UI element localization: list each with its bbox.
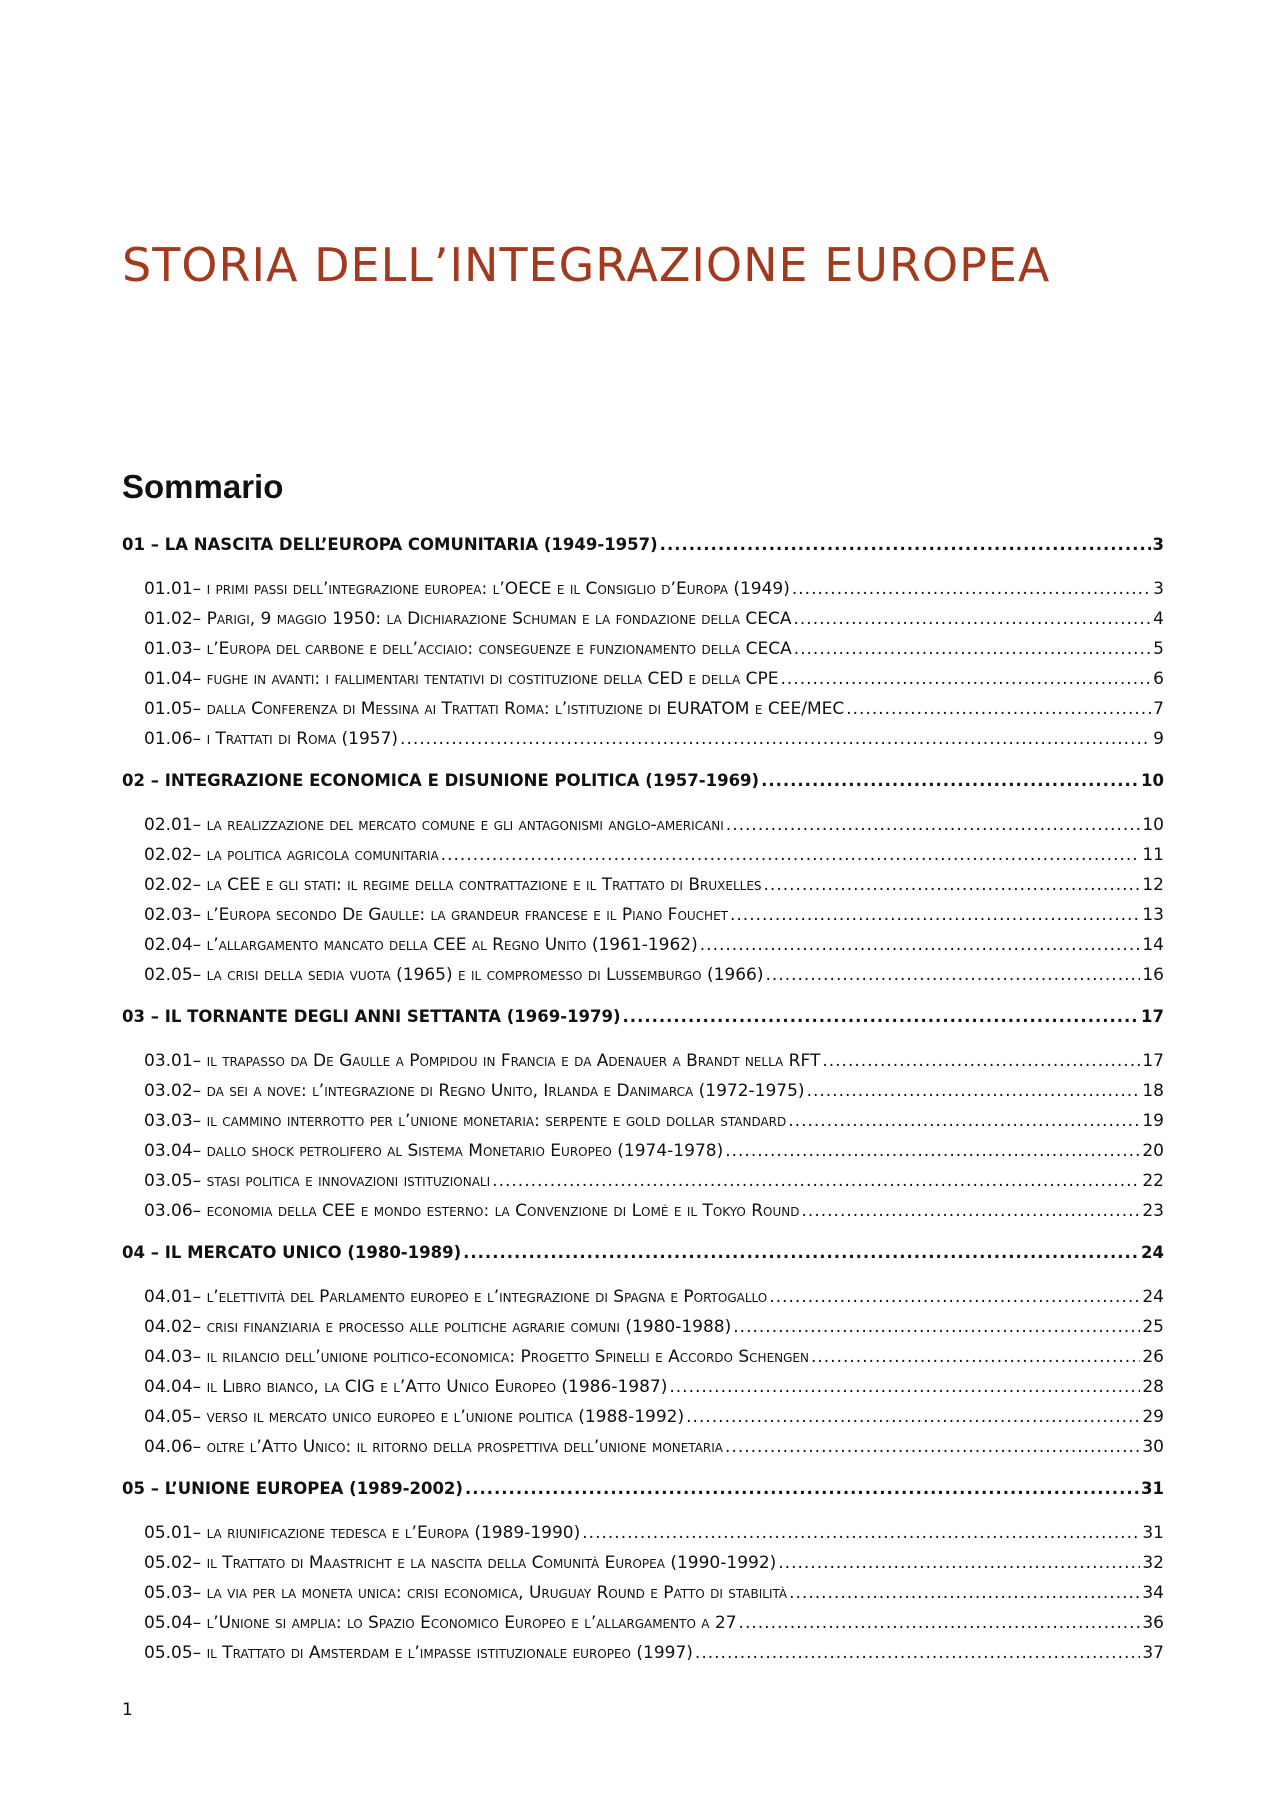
toc-leader-dots	[582, 1518, 1140, 1548]
toc-section-title: – l’Europa del carbone e dell’acciaio: conseguenze e funzionamento della CECA	[192, 639, 792, 659]
toc-section-page: 17	[1142, 1051, 1164, 1071]
toc-heading: Sommario	[122, 468, 284, 505]
toc-section-number: 01.06	[144, 729, 193, 749]
toc-leader-dots	[802, 1196, 1141, 1226]
toc-section-number: 03.02	[144, 1081, 193, 1101]
toc-leader-dots	[725, 1136, 1140, 1166]
toc-leader-dots	[761, 766, 1139, 796]
toc-section-title: – la realizzazione del mercato comune e gli antagonismi anglo-americani	[192, 815, 724, 835]
toc-section-page: 14	[1142, 935, 1164, 955]
toc-section-title: – dallo shock petrolifero al Sistema Monetario Europeo (1974-1978)	[192, 1141, 724, 1161]
toc-section-title: – il rilancio dell’unione politico-economica: Progetto Spinelli e Accordo Schengen	[192, 1347, 809, 1367]
toc-section-entry[interactable]	[122, 900, 1164, 930]
toc-section-page: 3	[1153, 579, 1164, 599]
toc-section-title: – l’Europa secondo De Gaulle: la grandeur francese e il Piano Fouchet	[192, 905, 728, 925]
toc-chapter-entry[interactable]	[122, 1002, 1164, 1032]
toc-leader-dots	[669, 1372, 1140, 1402]
toc-chapter	[122, 766, 1164, 1002]
toc-section-number: 01.02	[144, 609, 193, 629]
toc-section-entry[interactable]	[122, 1136, 1164, 1166]
toc-leader-dots	[811, 1342, 1140, 1372]
toc-leader-dots	[788, 1106, 1140, 1136]
toc-section-title: – crisi finanziaria e processo alle politiche agrarie comuni (1980-1988)	[192, 1317, 732, 1337]
toc-section-page: 25	[1142, 1317, 1164, 1337]
toc-section-number: 04.05	[144, 1407, 193, 1427]
toc-chapter	[122, 1474, 1164, 1680]
toc-section-number: 03.05	[144, 1171, 193, 1191]
toc-section-entry[interactable]	[122, 1342, 1164, 1372]
toc-section-page: 13	[1142, 905, 1164, 925]
toc-chapter-entry[interactable]	[122, 1474, 1164, 1504]
toc-section-number: 02.05	[144, 965, 193, 985]
toc-section-page: 9	[1153, 729, 1164, 749]
toc-section-entry[interactable]	[122, 604, 1164, 634]
toc-chapter	[122, 1002, 1164, 1238]
toc-leader-dots	[700, 930, 1141, 960]
toc-section-number: 04.03	[144, 1347, 193, 1367]
toc-leader-dots	[441, 840, 1141, 870]
toc-section-title: – la riunificazione tedesca e l’Europa (1989-1990)	[192, 1523, 581, 1543]
toc-chapter-page: 17	[1141, 1007, 1164, 1026]
toc-section-number: 05.05	[144, 1643, 193, 1663]
toc-chapter-entry[interactable]	[122, 766, 1164, 796]
toc-section-entry[interactable]	[122, 664, 1164, 694]
toc-section-title: – il Trattato di Maastricht e la nascita della Comunità Europea (1990-1992)	[192, 1553, 777, 1573]
toc-section-entry[interactable]	[122, 634, 1164, 664]
toc-chapter-label: 05 – L’UNIONE EUROPEA (1989-2002)	[122, 1479, 463, 1498]
toc-section-entry[interactable]	[122, 1166, 1164, 1196]
toc-chapter-page: 10	[1141, 771, 1164, 790]
table-of-contents	[122, 530, 1164, 1680]
page-number: 1	[122, 1700, 133, 1720]
toc-leader-dots	[794, 634, 1151, 664]
toc-section-title: – verso il mercato unico europeo e l’unione politica (1988-1992)	[192, 1407, 685, 1427]
toc-leader-dots	[764, 870, 1141, 900]
toc-section-page: 30	[1142, 1437, 1164, 1457]
toc-section-number: 04.01	[144, 1287, 193, 1307]
toc-leader-dots	[789, 1578, 1140, 1608]
toc-section-number: 04.06	[144, 1437, 193, 1457]
toc-section-number: 03.04	[144, 1141, 193, 1161]
chapter-spacer	[122, 1668, 1164, 1680]
toc-section-number: 01.05	[144, 699, 193, 719]
toc-section-entry[interactable]	[122, 1196, 1164, 1226]
toc-section-entry[interactable]	[122, 870, 1164, 900]
toc-section-entry[interactable]	[122, 724, 1164, 754]
toc-chapter-page: 3	[1152, 535, 1164, 554]
toc-section-number: 04.04	[144, 1377, 193, 1397]
toc-section-page: 12	[1142, 875, 1164, 895]
toc-section-page: 28	[1142, 1377, 1164, 1397]
toc-section-entry[interactable]	[122, 1106, 1164, 1136]
toc-section-title: – economia della CEE e mondo esterno: la Convenzione di Lomé e il Tokyo Round	[192, 1201, 800, 1221]
toc-leader-dots	[463, 1238, 1139, 1268]
toc-section-number: 02.02	[144, 845, 193, 865]
toc-section-number: 02.04	[144, 935, 193, 955]
toc-chapter-entry[interactable]	[122, 530, 1164, 560]
toc-chapter-label: 02 – INTEGRAZIONE ECONOMICA E DISUNIONE POLITICA (1957-1969)	[122, 771, 760, 790]
toc-leader-dots	[807, 1076, 1141, 1106]
toc-leader-dots	[730, 900, 1140, 930]
toc-section-title: – stasi politica e innovazioni istituzionali	[192, 1171, 491, 1191]
toc-section-page: 10	[1142, 815, 1164, 835]
toc-section-entry[interactable]	[122, 1282, 1164, 1312]
toc-section-page: 37	[1142, 1643, 1164, 1663]
toc-section-title: – Parigi, 9 maggio 1950: la Dichiarazione Schuman e la fondazione della CECA	[192, 609, 792, 629]
toc-section-page: 31	[1142, 1523, 1164, 1543]
toc-section-title: – il Libro bianco, la CIG e l’Atto Unico Europeo (1986-1987)	[192, 1377, 668, 1397]
toc-section-title: – la via per la moneta unica: crisi economica, Uruguay Round e Patto di stabilità	[192, 1583, 788, 1603]
toc-section-page: 4	[1153, 609, 1164, 629]
toc-section-number: 05.02	[144, 1553, 193, 1573]
toc-leader-dots	[733, 1312, 1140, 1342]
toc-section-entry[interactable]	[122, 1578, 1164, 1608]
toc-leader-dots	[766, 960, 1141, 990]
toc-section-title: – i primi passi dell’integrazione europea: l’OECE e il Consiglio d’Europa (1949)	[192, 579, 790, 599]
toc-chapter-label: 04 – IL MERCATO UNICO (1980-1989)	[122, 1243, 462, 1262]
toc-section-page: 18	[1142, 1081, 1164, 1101]
toc-section-number: 03.06	[144, 1201, 193, 1221]
toc-section-number: 02.01	[144, 815, 193, 835]
toc-section-entry[interactable]	[122, 1548, 1164, 1578]
toc-leader-dots	[465, 1474, 1139, 1504]
toc-chapter	[122, 1238, 1164, 1474]
toc-section-entry[interactable]	[122, 1046, 1164, 1076]
toc-section-entry[interactable]	[122, 1432, 1164, 1462]
toc-section-title: – la CEE e gli stati: il regime della contrattazione e il Trattato di Bruxelles	[192, 875, 762, 895]
toc-section-page: 5	[1153, 639, 1164, 659]
toc-section-page: 24	[1142, 1287, 1164, 1307]
toc-chapter-page: 31	[1141, 1479, 1164, 1498]
toc-section-page: 22	[1142, 1171, 1164, 1191]
toc-section-number: 03.01	[144, 1051, 193, 1071]
toc-leader-dots	[769, 1282, 1140, 1312]
chapter-spacer	[122, 1462, 1164, 1474]
toc-leader-dots	[778, 1548, 1140, 1578]
toc-section-entry[interactable]	[122, 1076, 1164, 1106]
chapter-spacer	[122, 1226, 1164, 1238]
toc-section-entry[interactable]	[122, 1518, 1164, 1548]
toc-section-page: 6	[1153, 669, 1164, 689]
toc-section-page: 23	[1142, 1201, 1164, 1221]
toc-section-page: 32	[1142, 1553, 1164, 1573]
toc-section-page: 29	[1142, 1407, 1164, 1427]
toc-section-title: – oltre l’Atto Unico: il ritorno della prospettiva dell’unione monetaria	[192, 1437, 724, 1457]
toc-section-entry[interactable]	[122, 574, 1164, 604]
toc-section-number: 01.01	[144, 579, 193, 599]
toc-section-title: – l’Unione si amplia: lo Spazio Economico Europeo e l’allargamento a 27	[192, 1613, 737, 1633]
toc-section-number: 05.03	[144, 1583, 193, 1603]
toc-leader-dots	[725, 1432, 1140, 1462]
toc-section-entry[interactable]	[122, 1638, 1164, 1668]
toc-section-page: 11	[1142, 845, 1164, 865]
toc-section-title: – dalla Conferenza di Messina ai Trattati Roma: l’istituzione di EURATOM e CEE/MEC	[192, 699, 845, 719]
toc-section-number: 05.04	[144, 1613, 193, 1633]
toc-leader-dots	[794, 604, 1152, 634]
toc-section-page: 16	[1142, 965, 1164, 985]
toc-leader-dots	[846, 694, 1151, 724]
toc-leader-dots	[781, 664, 1152, 694]
toc-chapter-label: 01 – LA NASCITA DELL’EUROPA COMUNITARIA (1949-1957)	[122, 535, 658, 554]
toc-chapter-label: 03 – IL TORNANTE DEGLI ANNI SETTANTA (1969-1979)	[122, 1007, 621, 1026]
toc-section-entry[interactable]	[122, 810, 1164, 840]
toc-section-title: – il cammino interrotto per l’unione monetaria: serpente e gold dollar standard	[192, 1111, 787, 1131]
toc-chapter-entry[interactable]	[122, 1238, 1164, 1268]
toc-section-number: 01.03	[144, 639, 193, 659]
toc-leader-dots	[695, 1638, 1140, 1668]
toc-section-page: 26	[1142, 1347, 1164, 1367]
toc-leader-dots	[792, 574, 1151, 604]
toc-section-entry[interactable]	[122, 960, 1164, 990]
toc-section-title: – da sei a nove: l’integrazione di Regno Unito, Irlanda e Danimarca (1972-1975)	[192, 1081, 805, 1101]
toc-leader-dots	[739, 1608, 1141, 1638]
toc-section-number: 02.03	[144, 905, 193, 925]
toc-leader-dots	[660, 530, 1151, 560]
toc-section-entry[interactable]	[122, 930, 1164, 960]
toc-section-page: 19	[1142, 1111, 1164, 1131]
toc-section-title: – l’allargamento mancato della CEE al Regno Unito (1961-1962)	[192, 935, 698, 955]
toc-leader-dots	[686, 1402, 1140, 1432]
toc-chapter-page: 24	[1141, 1243, 1164, 1262]
toc-section-number: 02.02	[144, 875, 193, 895]
toc-leader-dots	[726, 810, 1141, 840]
toc-section-entry[interactable]	[122, 1312, 1164, 1342]
toc-section-title: – il Trattato di Amsterdam e l’impasse istituzionale europeo (1997)	[192, 1643, 693, 1663]
toc-section-title: – la crisi della sedia vuota (1965) e il compromesso di Lussemburgo (1966)	[192, 965, 764, 985]
toc-section-title: – la politica agricola comunitaria	[192, 845, 439, 865]
toc-section-entry[interactable]	[122, 1402, 1164, 1432]
toc-section-entry[interactable]	[122, 1608, 1164, 1638]
chapter-spacer	[122, 990, 1164, 1002]
toc-section-page: 20	[1142, 1141, 1164, 1161]
toc-section-number: 04.02	[144, 1317, 193, 1337]
toc-leader-dots	[400, 724, 1151, 754]
toc-section-title: – l’elettività del Parlamento europeo e l’integrazione di Spagna e Portogallo	[192, 1287, 768, 1307]
toc-section-title: – fughe in avanti: i fallimentari tentativi di costituzione della CED e della CPE	[192, 669, 779, 689]
toc-section-page: 36	[1142, 1613, 1164, 1633]
toc-section-page: 7	[1153, 699, 1164, 719]
toc-section-entry[interactable]	[122, 694, 1164, 724]
toc-section-number: 01.04	[144, 669, 193, 689]
toc-leader-dots	[492, 1166, 1140, 1196]
chapter-spacer	[122, 754, 1164, 766]
toc-section-page: 34	[1142, 1583, 1164, 1603]
toc-leader-dots	[822, 1046, 1140, 1076]
toc-section-number: 03.03	[144, 1111, 193, 1131]
toc-section-entry[interactable]	[122, 1372, 1164, 1402]
toc-section-title: – il trapasso da De Gaulle a Pompidou in Francia e da Adenauer a Brandt nella RFT	[192, 1051, 821, 1071]
toc-section-number: 05.01	[144, 1523, 193, 1543]
toc-chapter	[122, 530, 1164, 766]
toc-section-title: – i Trattati di Roma (1957)	[192, 729, 399, 749]
toc-section-entry[interactable]	[122, 840, 1164, 870]
toc-leader-dots	[623, 1002, 1140, 1032]
document-title: STORIA DELL’INTEGRAZIONE EUROPEA	[122, 238, 1051, 292]
